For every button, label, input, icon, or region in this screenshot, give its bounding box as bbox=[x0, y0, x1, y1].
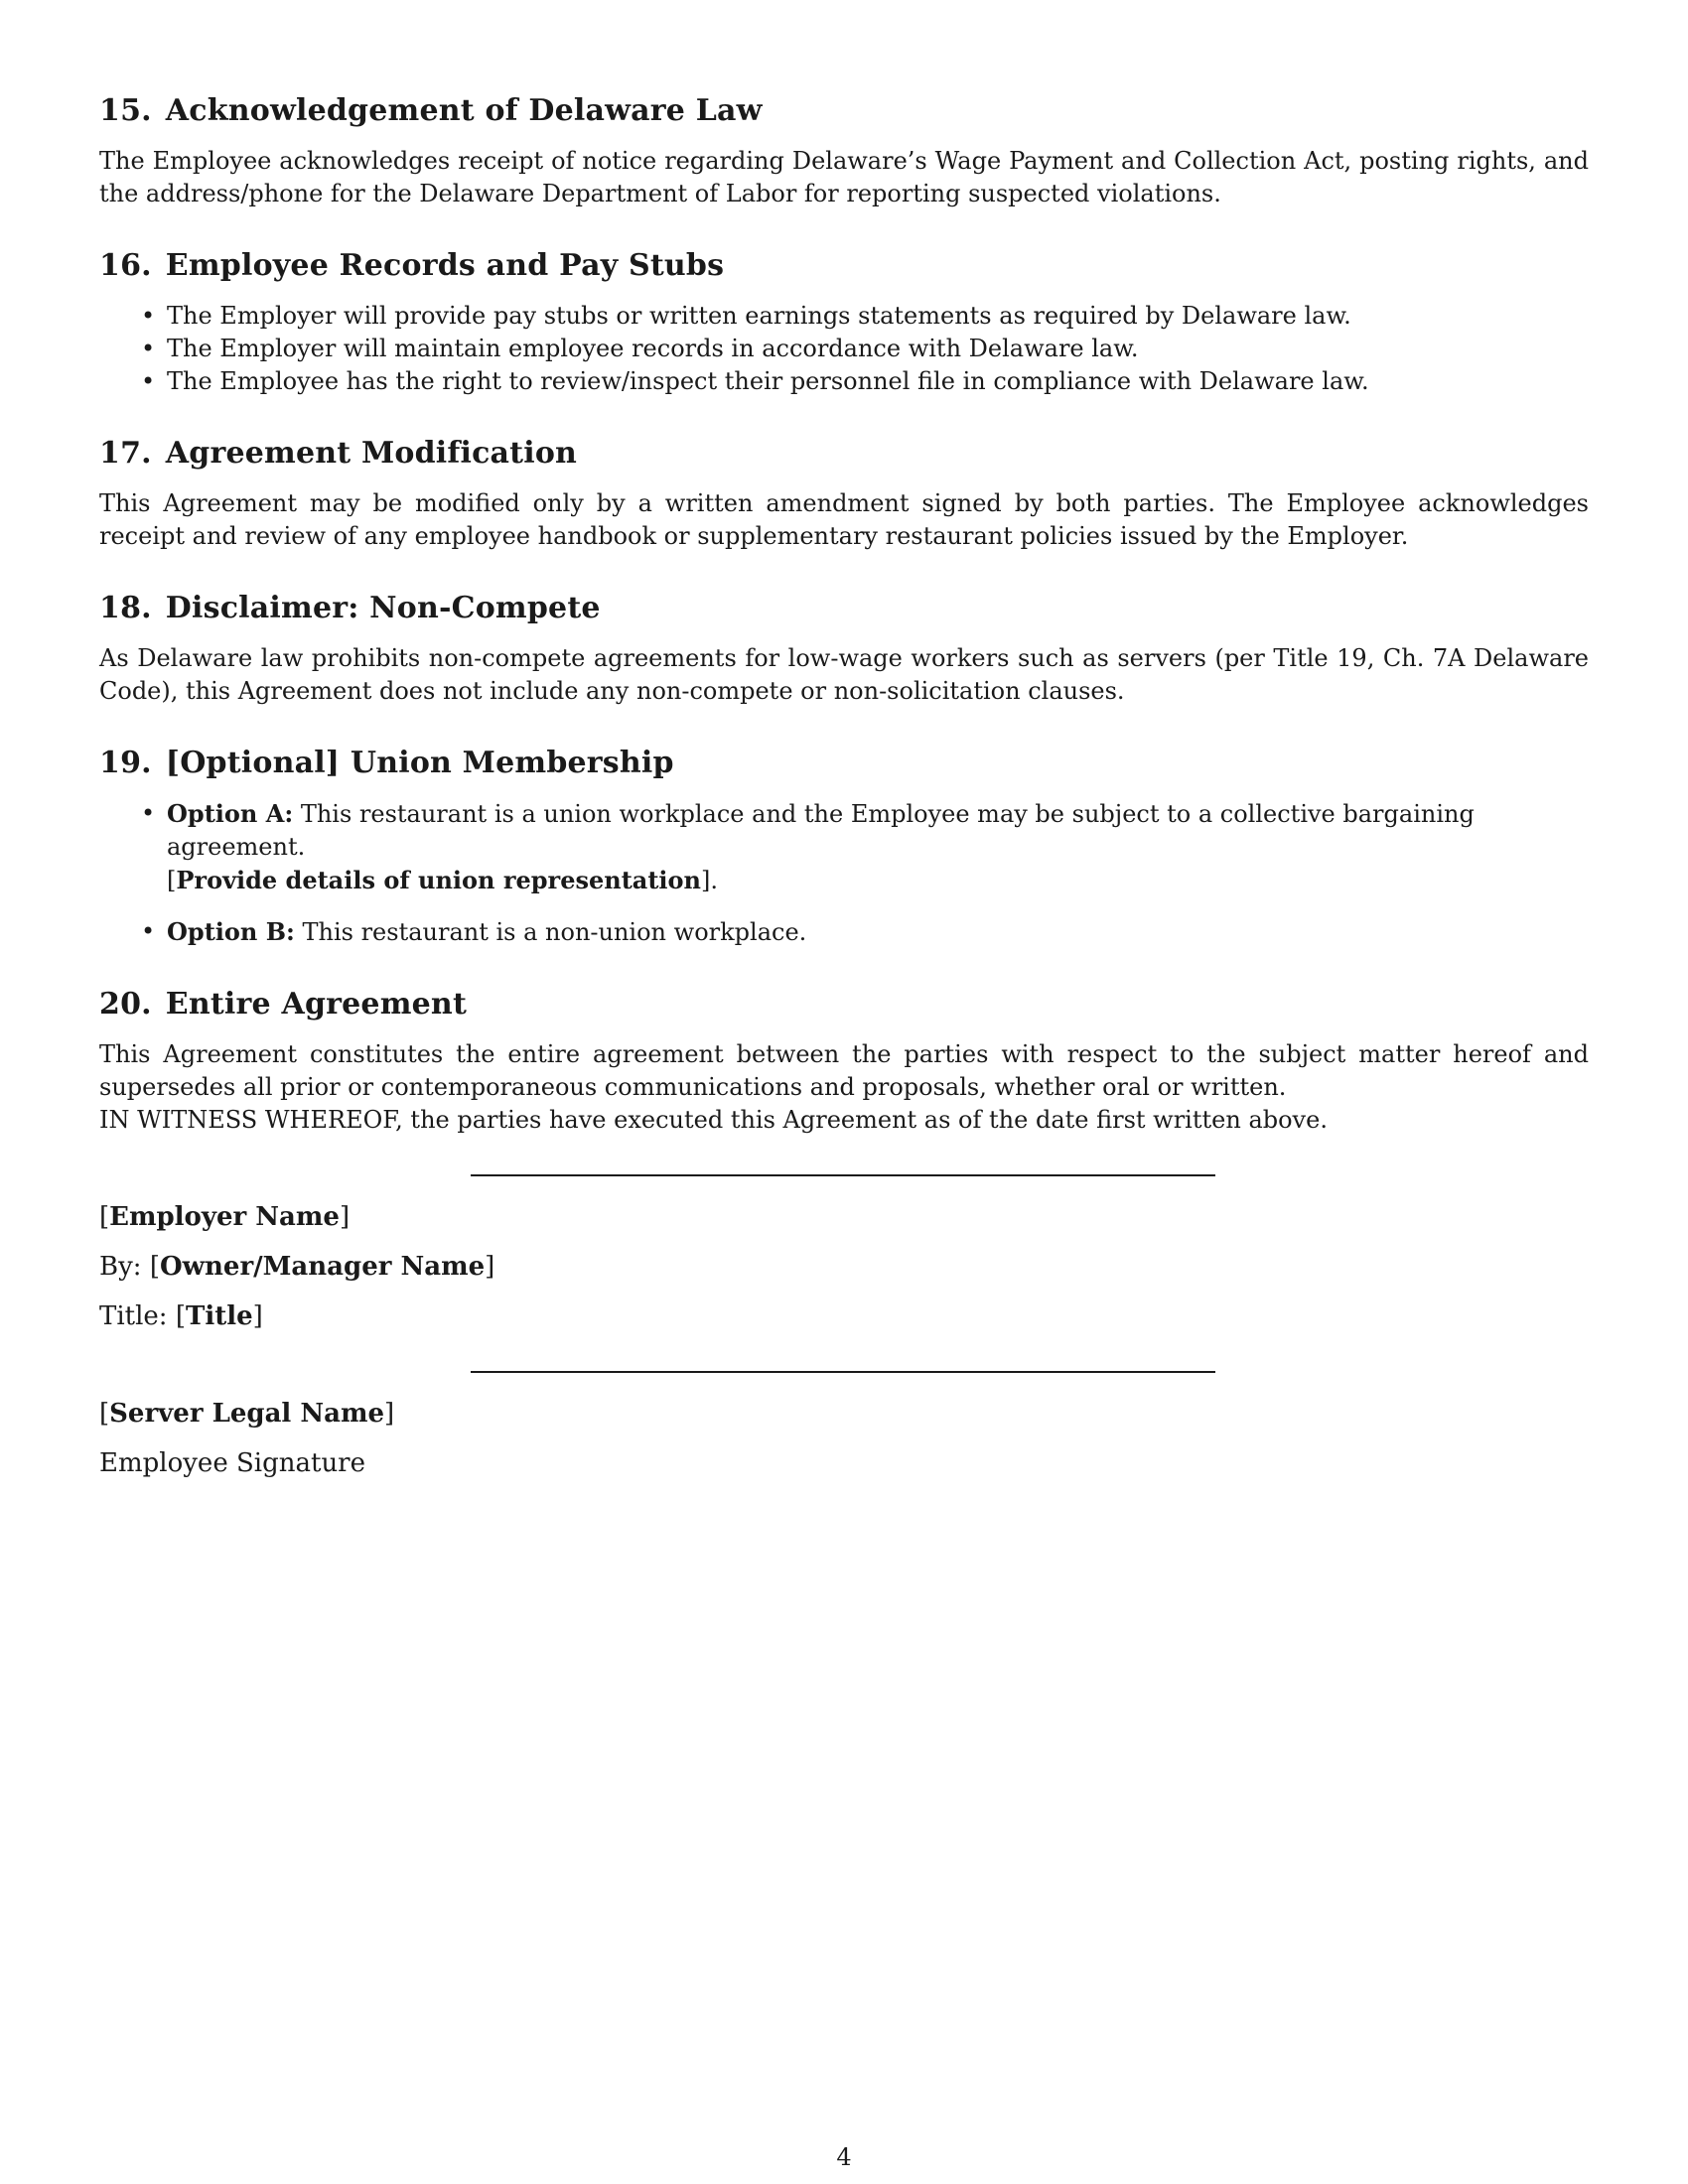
owner-manager-placeholder: Owner/Manager Name bbox=[159, 1252, 486, 1282]
section-number: 20. bbox=[99, 987, 152, 1022]
employer-name: [Employer Name] bbox=[99, 1202, 351, 1232]
section-title: Disclaimer: Non-Compete bbox=[165, 591, 601, 625]
option-b-label: Option B: bbox=[167, 917, 295, 946]
section-18 bbox=[99, 589, 1589, 708]
employer-title: Title: [Title] bbox=[99, 1301, 263, 1331]
option-a-text: This restaurant is a union workplace and the Employee may be subject to a collective bargaining agreement. bbox=[167, 800, 1475, 861]
option-b-item bbox=[167, 915, 1589, 949]
option-a-item bbox=[167, 797, 1589, 897]
option-b-text: This restaurant is a non-union workplace. bbox=[294, 918, 807, 946]
section-title: Agreement Modification bbox=[165, 436, 578, 471]
by-label: By: bbox=[99, 1252, 142, 1282]
section-heading bbox=[99, 589, 1589, 628]
list-item: • The Employer will maintain employee records in accordance with Delaware law. bbox=[167, 333, 1589, 365]
section-number: 18. bbox=[99, 591, 152, 625]
section-body: As Delaware law prohibits non-compete agreements for low-wage workers such as servers (per Title 19, Ch. 7A Delaware Code), this Agreement does not include any non-compete or non-solicitation clauses. bbox=[99, 644, 1589, 705]
section-number: 19. bbox=[99, 746, 152, 780]
bracket-close: ]. bbox=[700, 867, 718, 894]
section-15 bbox=[99, 91, 1589, 210]
title-placeholder: Title bbox=[186, 1301, 253, 1331]
employee-signature-block bbox=[99, 1397, 1589, 1480]
employer-by: By: [Owner/Manager Name] bbox=[99, 1252, 495, 1282]
option-a-label: Option A: bbox=[167, 799, 294, 828]
witness-clause: IN WITNESS WHEREOF, the parties have executed this Agreement as of the date first written above. bbox=[99, 1106, 1328, 1134]
document-page bbox=[99, 91, 1589, 1496]
section-title: Entire Agreement bbox=[165, 987, 467, 1022]
bracket-open: [ bbox=[167, 867, 177, 894]
section-20 bbox=[99, 985, 1589, 1137]
section-16 bbox=[99, 246, 1589, 398]
employee-signature-caption: Employee Signature bbox=[99, 1448, 365, 1478]
section-title: [Optional] Union Membership bbox=[165, 746, 674, 780]
list-item: • The Employee has the right to review/inspect their personnel file in compliance with Delaware law. bbox=[167, 365, 1589, 398]
section-heading bbox=[99, 985, 1589, 1024]
section-19 bbox=[99, 744, 1589, 949]
list-item: • The Employer will provide pay stubs or written earnings statements as required by Delaware law. bbox=[167, 300, 1589, 333]
section-17 bbox=[99, 434, 1589, 553]
section-body: The Employee acknowledges receipt of notice regarding Delaware’s Wage Payment and Collection Act, posting rights, and the address/phone for the Delaware Department of Labor for reporting suspected violations. bbox=[99, 147, 1589, 207]
page-number: 4 bbox=[836, 2143, 852, 2171]
union-details-placeholder: Provide details of union representation bbox=[176, 866, 701, 894]
section-number: 16. bbox=[99, 248, 152, 283]
section-heading bbox=[99, 744, 1589, 783]
employee-signature-line bbox=[471, 1371, 1215, 1373]
section-number: 17. bbox=[99, 436, 152, 471]
title-label: Title: bbox=[99, 1301, 168, 1331]
employer-signature-line bbox=[471, 1174, 1215, 1176]
server-name-placeholder: Server Legal Name bbox=[109, 1399, 385, 1429]
bullet-list bbox=[99, 300, 1589, 398]
bullet-list bbox=[99, 797, 1589, 949]
section-body: This Agreement may be modified only by a written amendment signed by both parties. The Employee acknowledges receipt and review of any employee handbook or supplementary restaurant policies issued by the Employer. bbox=[99, 489, 1589, 550]
section-body: This Agreement constitutes the entire agreement between the parties with respect to the subject matter hereof and supersedes all prior or contemporaneous communications and proposals, whether oral or written. bbox=[99, 1040, 1589, 1101]
section-heading bbox=[99, 246, 1589, 286]
section-title: Employee Records and Pay Stubs bbox=[165, 248, 725, 283]
section-number: 15. bbox=[99, 93, 152, 128]
employer-name-placeholder: Employer Name bbox=[109, 1202, 340, 1232]
section-heading bbox=[99, 434, 1589, 474]
section-heading bbox=[99, 91, 1589, 131]
employee-name: [Server Legal Name] bbox=[99, 1399, 395, 1429]
employer-signature-block bbox=[99, 1200, 1589, 1333]
section-title: Acknowledgement of Delaware Law bbox=[165, 93, 763, 128]
